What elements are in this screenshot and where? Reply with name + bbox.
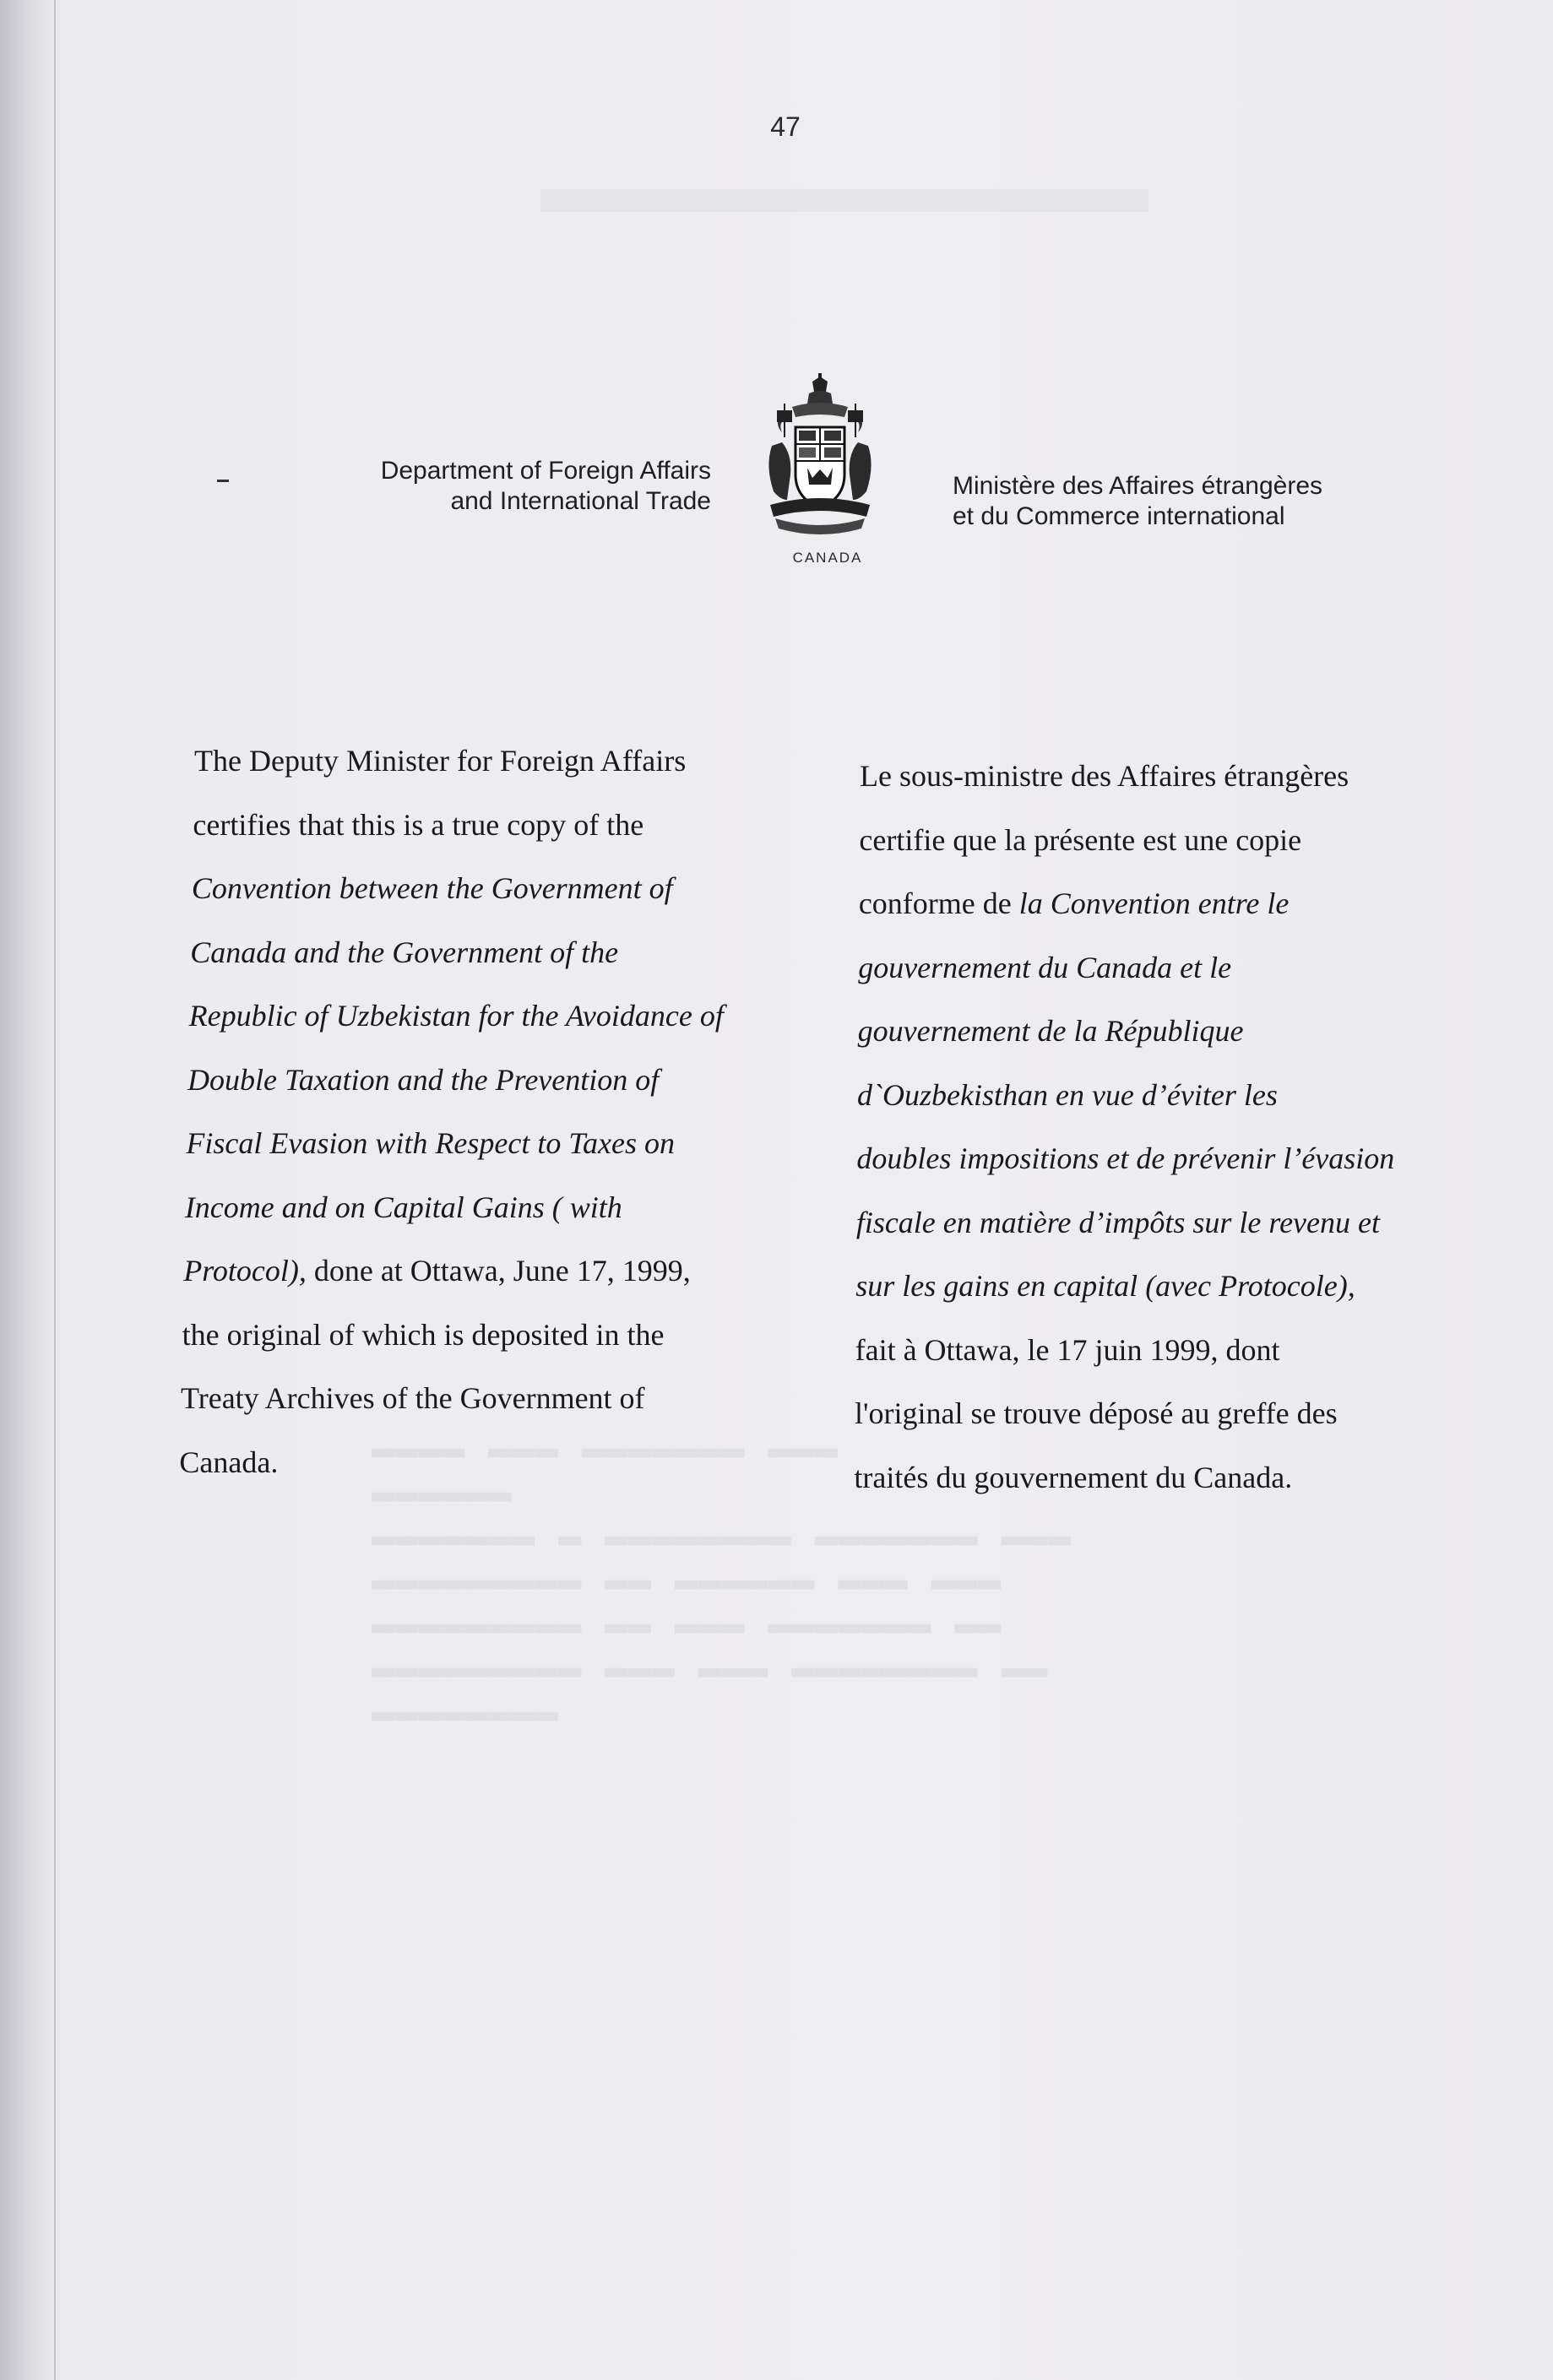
margin-dash bbox=[217, 480, 229, 482]
certification-line bbox=[855, 1396, 1338, 1431]
certification-line bbox=[179, 1445, 278, 1480]
certification-line bbox=[854, 1460, 1292, 1495]
bleed-through-mark: ▬▬▬▬▬▬▬▬ bbox=[540, 144, 1148, 229]
italic-text-run: Fiscal Evasion with Respect to Taxes on bbox=[186, 1126, 676, 1160]
text-run: conforme de bbox=[858, 886, 1019, 920]
text-run: certifie que la présente est une copie bbox=[859, 822, 1302, 857]
certification-line bbox=[860, 758, 1349, 794]
department-line: et du Commerce international bbox=[953, 502, 1285, 530]
department-line: Ministère des Affaires étrangères bbox=[953, 472, 1323, 500]
italic-text-run: gouvernement du Canada et le bbox=[858, 950, 1232, 984]
certification-line bbox=[858, 1013, 1244, 1049]
text-run: Canada. bbox=[179, 1445, 279, 1479]
certification-line bbox=[856, 1205, 1380, 1240]
department-line: Department of Foreign Affairs bbox=[380, 457, 711, 485]
text-run: fait à Ottawa, le 17 juin 1999, dont bbox=[855, 1332, 1280, 1367]
italic-text-run: Protocol), bbox=[183, 1254, 307, 1288]
italic-text-run: la Convention entre le bbox=[1018, 886, 1290, 920]
certification-line bbox=[858, 950, 1231, 985]
italic-text-run: Double Taxation and the Prevention of bbox=[187, 1062, 660, 1097]
italic-text-run: sur les gains en capital (avec Protocole), bbox=[855, 1269, 1355, 1303]
italic-text-run: Convention between the Government of bbox=[191, 871, 673, 905]
department-line: and International Trade bbox=[450, 487, 711, 515]
text-run: traités du gouvernement du Canada. bbox=[854, 1460, 1293, 1494]
certification-line bbox=[855, 1332, 1280, 1368]
certification-line bbox=[859, 886, 1290, 921]
certification-line bbox=[187, 1062, 659, 1098]
certification-line bbox=[182, 1317, 665, 1353]
italic-text-run: Republic of Uzbekistan for the Avoidance of bbox=[188, 999, 724, 1033]
certification-line bbox=[181, 1380, 645, 1416]
certification-line bbox=[855, 1268, 1355, 1304]
canada-wordmark: CANADA bbox=[792, 550, 863, 566]
binding-shadow bbox=[0, 0, 51, 2380]
italic-text-run: d`Ouzbekisthan en vue d’éviter les bbox=[857, 1077, 1278, 1112]
certification-line bbox=[185, 1190, 622, 1225]
italic-text-run: Canada and the Government of the bbox=[190, 935, 619, 969]
certification-line bbox=[857, 1077, 1278, 1113]
text-run: l'original se trouve déposé au greffe des bbox=[855, 1396, 1338, 1430]
certification-line bbox=[193, 807, 643, 843]
text-run: done at Ottawa, June 17, 1999, bbox=[306, 1254, 691, 1288]
text-run: certifies that this is a true copy of the bbox=[193, 807, 644, 842]
certification-line bbox=[192, 870, 673, 906]
coat-of-arms-icon bbox=[757, 373, 883, 542]
italic-text-run: fiscale en matière d’impôts sur le revenu et bbox=[855, 1205, 1380, 1239]
department-name-english bbox=[321, 456, 711, 517]
italic-text-run: Income and on Capital Gains ( with bbox=[184, 1190, 622, 1224]
italic-text-run: doubles impositions et de prévenir l’évasion bbox=[856, 1141, 1395, 1175]
bleed-through-mark: ▬▬▬▬ ▬▬▬ ▬▬▬▬▬▬▬ ▬▬▬ ▬▬▬▬▬▬ ▬▬▬▬▬▬▬ ▬ ▬▬▬▬▬▬▬▬ ▬▬▬▬▬▬▬ ▬▬▬ ▬▬▬▬▬▬▬▬▬ ▬▬ ▬▬▬▬▬▬ ▬▬▬ ▬▬▬ ▬▬▬▬▬▬▬▬▬ ▬▬ ▬▬▬ ▬▬▬▬▬▬▬ ▬▬ ▬▬▬▬▬▬▬▬▬ ▬▬▬ ▬▬▬ ▬▬▬▬▬▬▬▬ ▬▬ ▬▬▬▬▬▬▬▬ bbox=[372, 1427, 1072, 1734]
text-run: The Deputy Minister for Foreign Affairs bbox=[194, 744, 687, 778]
italic-text-run: gouvernement de la République bbox=[857, 1014, 1244, 1048]
department-name-french bbox=[953, 471, 1392, 532]
text-run: Treaty Archives of the Government of bbox=[181, 1381, 645, 1415]
certification-line bbox=[189, 998, 724, 1033]
certification-line bbox=[190, 935, 618, 970]
page-number: 47 bbox=[770, 111, 801, 142]
certification-line bbox=[186, 1125, 675, 1161]
certification-line bbox=[856, 1141, 1394, 1176]
certification-line bbox=[859, 822, 1301, 858]
certification-line bbox=[194, 743, 686, 778]
certification-line bbox=[183, 1253, 691, 1288]
binding-edge bbox=[54, 0, 56, 2380]
text-run: the original of which is deposited in the bbox=[182, 1317, 665, 1352]
text-run: Le sous-ministre des Affaires étrangères bbox=[860, 759, 1349, 793]
